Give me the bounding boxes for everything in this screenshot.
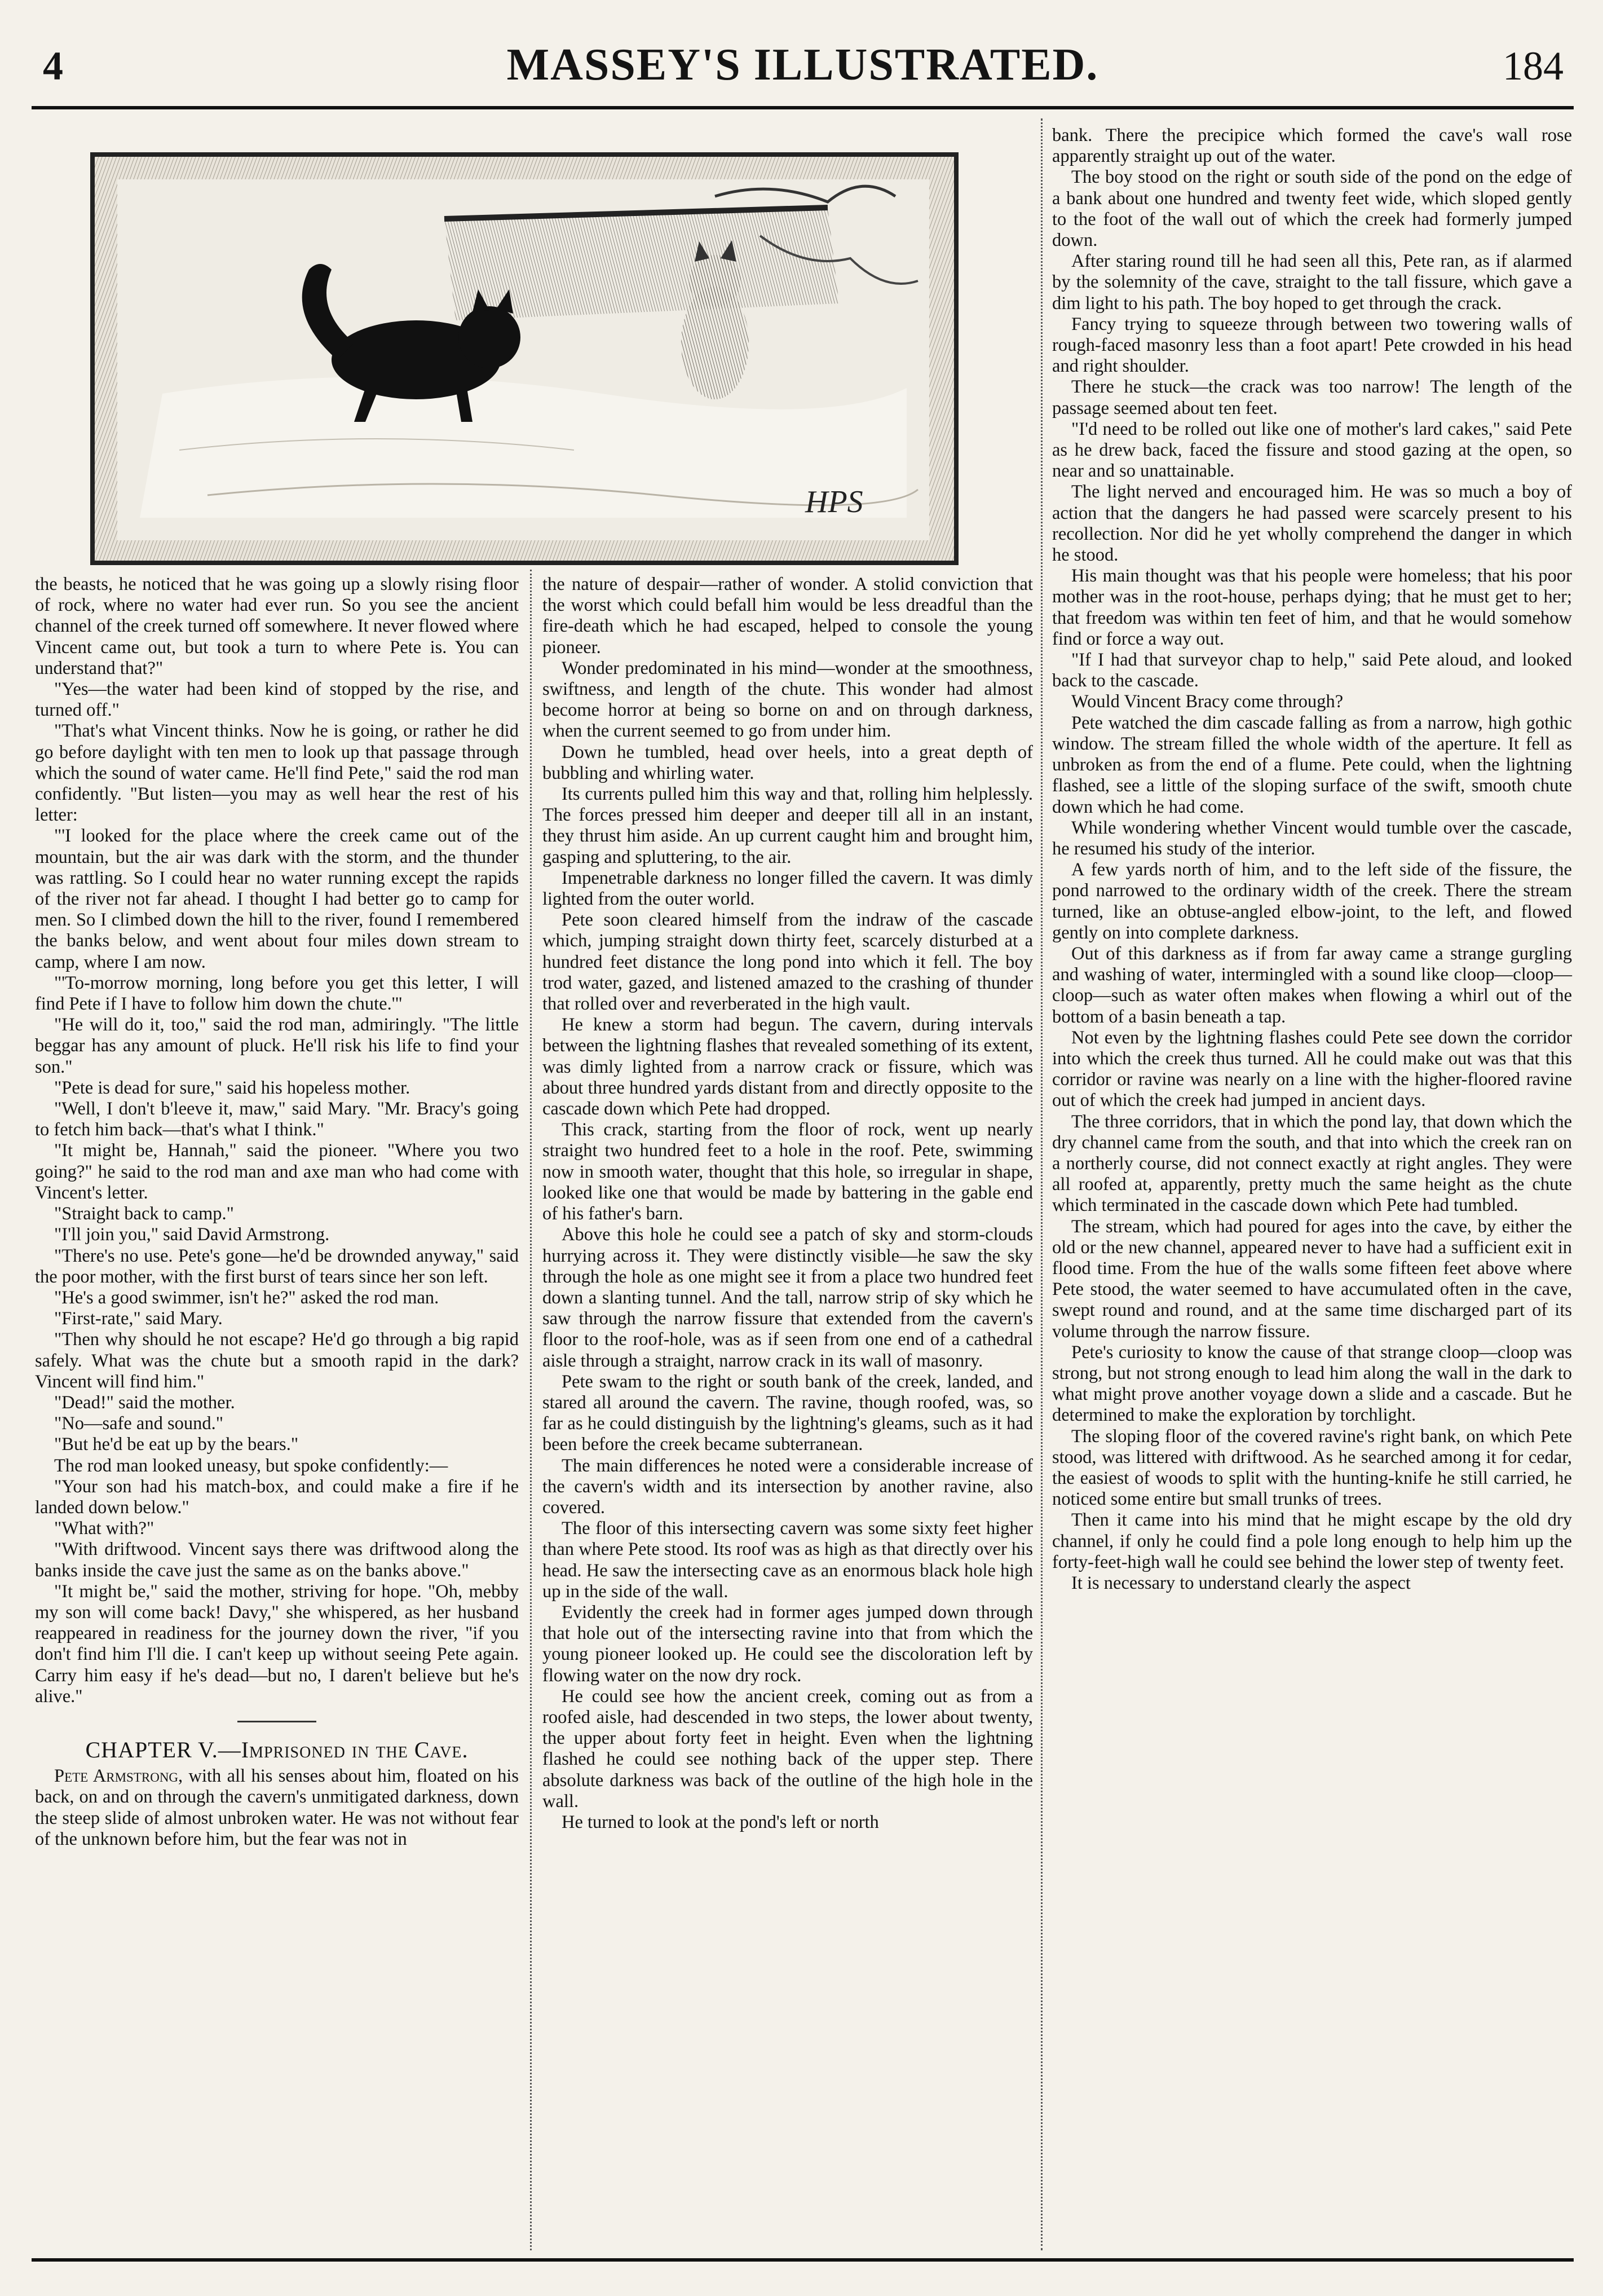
- paragraph: "Well, I don't b'leeve it, maw," said Mary. "Mr. Bracy's going to fetch him back—that's what I think.": [35, 1099, 519, 1140]
- paragraph: "If I had that surveyor chap to help," said Pete aloud, and looked back to the cascade.: [1052, 650, 1572, 691]
- paragraph: "That's what Vincent thinks. Now he is going, or rather he did go before daylight with ten men to look up that passage through which the sound of water came. He'll find Pete," said the rod man confidently. "But listen—you may as well hear the rest of his letter:: [35, 721, 519, 826]
- chapter-number: CHAPTER V.—: [85, 1737, 241, 1762]
- paragraph: The three corridors, that in which the pond lay, that down which the dry channel came from the south, and that into which the creek ran on a northerly course, did not connect exactly at right angles. They were all roofed at, apparently, pretty much the same height as the chute which terminated in the cascade down which Pete had tumbled.: [1052, 1111, 1572, 1216]
- paragraph: "Then why should he not escape? He'd go through a big rapid safely. What was the chute but a smooth rapid in the dark? Vincent will find him.": [35, 1329, 519, 1392]
- paragraph: Pete watched the dim cascade falling as from a narrow, high gothic window. The stream filled the whole width of the aperture. It fell as unbroken as from the end of a flume. Pete could, when the lightning flashed, see a little of the sloping surface of the swift, smooth chute down which he had come.: [1052, 712, 1572, 817]
- paragraph: "It might be, Hannah," said the pioneer. "Where you two going?" he said to the rod man and axe man who had come with Vincent's letter.: [35, 1140, 519, 1203]
- paragraph: Pete's curiosity to know the cause of that strange cloop—cloop was strong, but not strong enough to lead him along the wall in the dark to what might prove another voyage down a slide and a cascade. But he determined to make the exploration by torchlight.: [1052, 1342, 1572, 1426]
- paragraph: The sloping floor of the covered ravine's right bank, on which Pete stood, was littered with driftwood. As he searched among it for cedar, the easiest of woods to split with the hunting-knife he still carried, he noticed some entire but small trunks of trees.: [1052, 1426, 1572, 1510]
- paragraph: This crack, starting from the floor of rock, went up nearly straight two hundred feet to a hole in the roof. Pete, swimming now in smooth water, thought that this hole, so irregular in shape, looked like one that would be made by battering in the gable end of his father's barn.: [542, 1120, 1033, 1224]
- paragraph: "'I looked for the place where the creek came out of the mountain, but the air was dark with the storm, and the thunder was rattling. So I could hear no water running except the rapids of the river not far ahead. I thought I had better go to camp for men. So I climbed down the hill to the river, found I remembered the banks below, and went about four miles down stream to camp, where I am now.: [35, 826, 519, 972]
- footer-rule: [32, 2258, 1574, 2262]
- paragraph: Would Vincent Bracy come through?: [1071, 691, 1344, 712]
- page-header: [32, 23, 1574, 109]
- column-2: [542, 574, 1033, 1833]
- paragraph: "'To-morrow morning, long before you get this letter, I will find Pete if I have to follow him down the chute.'": [35, 972, 519, 1015]
- paragraph: "Yes—the water had been kind of stopped by the rise, and turned off.": [35, 679, 519, 721]
- paragraph: Pete soon cleared himself from the indraw of the cascade which, jumping straight down thirty feet, scarcely disturbed at a hundred feet distance the long pond into which it fell. The boy trod water, gazed, and listened amazed to the crashing of thunder that rolled over and reverberated in the high vault.: [542, 910, 1033, 1015]
- paragraph: Above this hole he could see a patch of sky and storm-clouds hurrying across it. They were distinctly visible—he saw the sky through the hole as one might see it from a place two hundred feet down a slanting tunnel. And the tall, narrow strip of sky which he saw through the narrow fissure that extended from the cavern's floor to the roof-hole, was as if seen from one end of a cathedral aisle through a straight, narrow crack in its wall of masonry.: [542, 1224, 1033, 1371]
- paragraph: "It might be," said the mother, striving for hope. "Oh, mebby my son will come back! Davy," she whispered, as her husband reappeared in readiness for the journey down the river, "if you don't find him I'll die. I can't keep up without seeing Pete again. Carry him easy if he's dead—but no, I daren't believe but he's alive.": [35, 1581, 519, 1707]
- paragraph: "He will do it, too," said the rod man, admiringly. "The little beggar has any amount of pluck. He'll risk his life to find your son.": [35, 1015, 519, 1077]
- paragraph: The boy stood on the right or south side of the pond on the edge of a bank about one hundred and twenty feet wide, which sloped gently to the foot of the wall out of which the creek had formerly jumped down.: [1052, 167, 1572, 251]
- paragraph: "I'll join you," said David Armstrong.: [54, 1224, 330, 1245]
- paragraph: Down he tumbled, head over heels, into a great depth of bubbling and whirling water.: [542, 742, 1033, 783]
- paragraph: [35, 1766, 519, 1850]
- paragraph: the beasts, he noticed that he was going up a slowly rising floor of rock, where no water had ever run. So you see the ancient channel of the creek turned off somewhere. It never flowed where Vincent came out, but took a turn to where Pete is. You can understand that?": [35, 574, 519, 678]
- paragraph: Not even by the lightning flashes could Pete see down the corridor into which the creek thus turned. All he could make out was that this corridor or ravine was nearly on a line with the higher-floored ravine out of which the creek had jumped in ancient days.: [1052, 1027, 1572, 1111]
- paragraph: "First-rate," said Mary.: [54, 1308, 223, 1329]
- paragraph: A few yards north of him, and to the left side of the fissure, the pond narrowed to the ordinary width of the creek. There the stream turned, like an obtuse-angled elbow-joint, to the left, and flowed gently on into complete darkness.: [1052, 860, 1572, 943]
- paragraph: The stream, which had poured for ages into the cave, by either the old or the new channel, appeared never to have had a sufficient exit in flood time. From the hue of the walls some fifteen feet above where Pete stood, the water seemed to have accumulated often in the cave, swept round and round, and at the same time discharged part of its volume through the narrow fissure.: [1052, 1216, 1572, 1342]
- paragraph: He could see how the ancient creek, coming out as from a roofed aisle, had descended in two steps, the lower about twenty, the upper about forty feet in height. Even when the lightning flashed he could see nothing back of the upper step. There absolute darkness was back of the outline of the high hole in the wall.: [542, 1686, 1033, 1812]
- paragraph: Its currents pulled him this way and that, rolling him helplessly. The forces pressed him deeper and deeper till all in an instant, they thrust him aside. An up current caught him and brought him, gasping and spluttering, to the air.: [542, 784, 1033, 867]
- paragraph: Wonder predominated in his mind—wonder at the smoothness, swiftness, and length of the chute. This wonder had almost become horror at being so borne on and on through darkness, when the current seemed to go from under him.: [542, 658, 1033, 742]
- paragraph: Then it came into his mind that he might escape by the old dry channel, if only he could find a pole long enough to help him up the forty-feet-high wall he could see behind the lower step of twenty feet.: [1052, 1510, 1572, 1572]
- paragraph: The light nerved and encouraged him. He was so much a boy of action that the dangers he had passed were scarcely present to his recollection. Nor did he yet wholly comprehend the danger in which he stood.: [1052, 482, 1572, 566]
- paragraph: The floor of this intersecting cavern was some sixty feet higher than where Pete stood. Its roof was as high as that directly over his head. He saw the intersecting cave as an enormous black hole high up in the side of the wall.: [542, 1518, 1033, 1602]
- paragraph: Fancy trying to squeeze through between two towering walls of rough-faced masonry less than a foot apart! Pete crowded in his head and right shoulder.: [1052, 314, 1572, 377]
- column-3: [1052, 125, 1572, 1594]
- paragraph: "Straight back to camp.": [54, 1204, 234, 1224]
- page-number-right: 184: [1503, 43, 1564, 89]
- paragraph: "I'd need to be rolled out like one of mother's lard cakes," said Pete as he drew back, faced the fissure and stood gazing at the open, so near and so unattainable.: [1052, 418, 1572, 482]
- paragraph: He knew a storm had begun. The cavern, during intervals between the lightning flashes that revealed something of its extent, was dimly lighted from a narrow crack or fissure, which was about three hundred yards distant from and directly opposite to the cascade down which Pete had dropped.: [542, 1015, 1033, 1120]
- paragraph: Impenetrable darkness no longer filled the cavern. It was dimly lighted from the outer world.: [542, 867, 1033, 910]
- paragraph: While wondering whether Vincent would tumble over the cascade, he resumed his study of the interior.: [1052, 817, 1572, 859]
- chapter-heading: [35, 1739, 519, 1760]
- paragraph-lead: Pete Armstrong,: [54, 1766, 183, 1787]
- paragraph: "But he'd be eat up by the bears.": [54, 1434, 299, 1455]
- engraving-illustration: [90, 152, 959, 565]
- paragraph: "Dead!" said the mother.: [54, 1392, 235, 1413]
- column-rule-2: [1041, 118, 1043, 2250]
- paragraph-rest: with all his senses about him, floated on his back, on and on through the cavern's unmitigated darkness, down the steep slide of almost unbroken water. He was not without fear of the unknown before him, but the fear was not in: [35, 1766, 519, 1849]
- paragraph: "What with?": [54, 1518, 154, 1539]
- paragraph: He turned to look at the pond's left or north: [562, 1812, 879, 1832]
- column-rule-1: [530, 570, 532, 2250]
- paragraph: Pete swam to the right or south bank of the creek, landed, and stared all around the cavern. The ravine, though roofed, was, so far as he could distinguish by the lightning's gleams, such as it had been before the creek became subterranean.: [542, 1371, 1033, 1455]
- paragraph: "With driftwood. Vincent says there was driftwood along the banks inside the cave just the same as on the banks above.": [35, 1539, 519, 1581]
- paragraph: bank. There the precipice which formed the cave's wall rose apparently straight up out of the water.: [1052, 125, 1572, 167]
- paragraph: Out of this darkness as if from far away came a strange gurgling and washing of water, intermingled with a sound like cloop—cloop—cloop—such as water often makes when flowing a whirl out of the bottom of a basin beneath a tap.: [1052, 943, 1572, 1027]
- paragraph: "There's no use. Pete's gone—he'd be drownded anyway," said the poor mother, with the first burst of tears since her son left.: [35, 1245, 519, 1287]
- illustration-signature: HPS: [805, 484, 863, 519]
- paragraph: The main differences he noted were a considerable increase of the cavern's width and its intersection by another ravine, also covered.: [542, 1455, 1033, 1518]
- paragraph: There he stuck—the crack was too narrow! The length of the passage seemed about ten feet.: [1052, 377, 1572, 418]
- paragraph: "He's a good swimmer, isn't he?" asked the rod man.: [54, 1287, 439, 1308]
- paragraph: Evidently the creek had in former ages jumped down through that hole out of the intersecting ravine into that from which the young pioneer looked up. He could see the discoloration left by flowing water on the now dry rock.: [542, 1602, 1033, 1686]
- paragraph: "No—safe and sound.": [54, 1413, 224, 1434]
- column-1: [35, 574, 519, 1850]
- chapter-title: Imprisoned in the Cave.: [241, 1737, 469, 1762]
- paragraph: The rod man looked uneasy, but spoke confidently:—: [54, 1455, 448, 1476]
- paragraph: the nature of despair—rather of wonder. A stolid conviction that the worst which could befall him would be less dreadful than the fire-death which he had escaped, helped to console the young pioneer.: [542, 574, 1033, 658]
- paragraph: "Your son had his match-box, and could make a fire if he landed down below.": [35, 1476, 519, 1518]
- section-divider: [237, 1721, 316, 1722]
- cats-in-snow-illustration: [95, 157, 954, 561]
- paragraph: After staring round till he had seen all this, Pete ran, as if alarmed by the solemnity of the cave, straight to the tall fissure, which gave a dim light to his path. The boy hoped to get through the crack.: [1052, 251, 1572, 314]
- masthead-title: MASSEY'S ILLUSTRATED.: [506, 40, 1099, 90]
- paragraph: It is necessary to understand clearly the aspect: [1071, 1573, 1411, 1594]
- page-number-left: 4: [43, 43, 63, 89]
- paragraph: "Pete is dead for sure," said his hopeless mother.: [54, 1077, 410, 1098]
- paragraph: His main thought was that his people were homeless; that his poor mother was in the root-house, perhaps dying; that he must get to her; that freedom was within ten feet of him, and that he would somehow find or force a way out.: [1052, 566, 1572, 649]
